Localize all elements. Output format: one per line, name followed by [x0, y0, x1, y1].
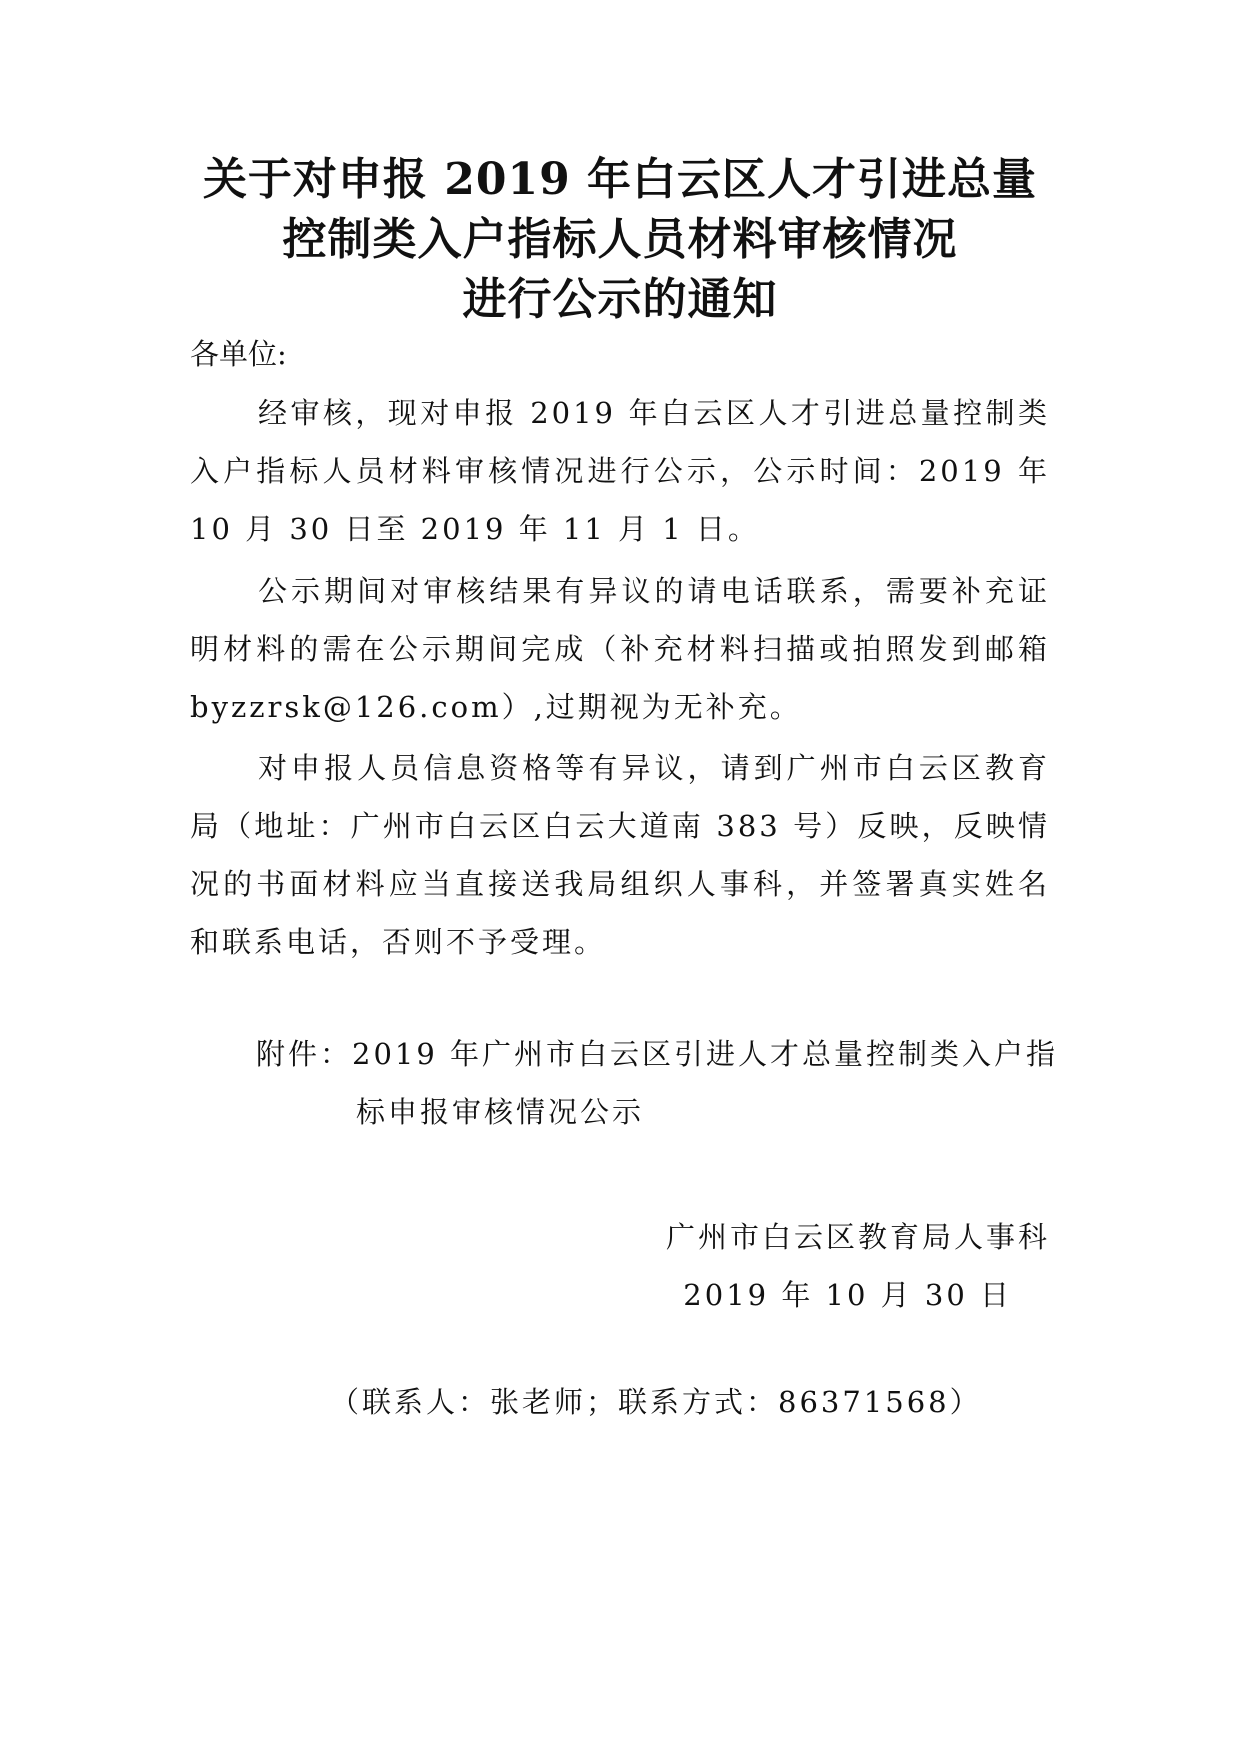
body-paragraph-3: 对申报人员信息资格等有异议，请到广州市白云区教育局（地址：广州市白云区白云大道南 383 号）反映，反映情况的书面材料应当直接送我局组织人事科，并签署真实姓名和联系电话，否则不予受理。: [190, 751, 1050, 959]
attachment-note: [256, 1025, 1059, 1141]
attachment-line-2: 标申报审核情况公示: [356, 1095, 645, 1129]
title-line-1: 关于对申报 2019 年白云区人才引进总量: [202, 154, 1038, 205]
title-line-2: 控制类入户指标人员材料审核情况: [282, 214, 958, 265]
issue-date: 2019 年 10 月 30 日: [683, 1278, 1012, 1312]
salutation: 各单位:: [190, 337, 287, 371]
attachment-line-1: 附件：2019 年广州市白云区引进人才总量控制类入户指: [256, 1037, 1059, 1071]
body-paragraph-2: 公示期间对审核结果有异议的请电话联系，需要补充证明材料的需在公示期间完成（补充材料扫描或拍照发到邮箱byzzrsk@126.com）,过期视为无补充。: [190, 574, 1050, 724]
signature: 广州市白云区教育局人事科: [665, 1220, 1050, 1254]
body-paragraph-1: 经审核，现对申报 2019 年白云区人才引进总量控制类入户指标人员材料审核情况进行公示，公示时间：2019 年 10 月 30 日至 2019 年 11 月 1 日。: [190, 396, 1050, 546]
title-line-3: 进行公示的通知: [462, 274, 778, 325]
contact-info: （联系人：张老师；联系方式：86371568）: [330, 1385, 982, 1419]
document-title: [120, 150, 1120, 330]
